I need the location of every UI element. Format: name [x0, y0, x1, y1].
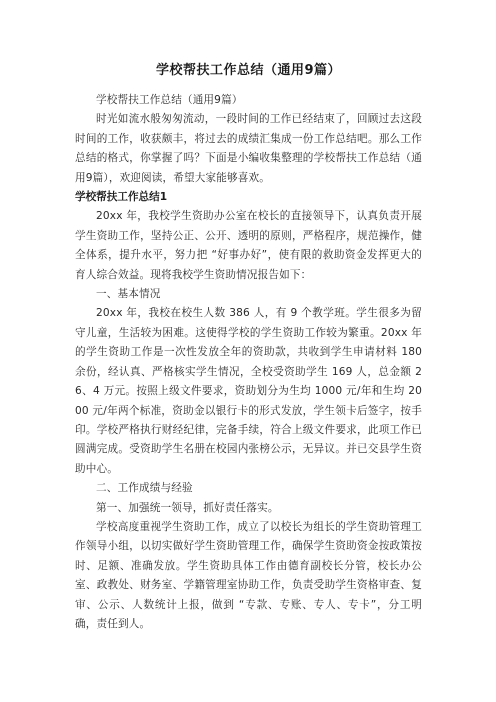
body-paragraph: 第一、加强统一领导，抓好责任落实。 — [96, 501, 279, 514]
document-title: 学校帮扶工作总结（通用9篇） — [155, 63, 342, 78]
body-paragraph: 20xx 年，我校学生资助办公室在校长的直接领导下，认真负责开展学生资助工作，坚持公正、公开、透明的原则，严格程序，规范操作，健全体系，提升水平，努力把 “好事办好”，使有限的救助资金发挥更大的育人综合效益。现将我校学生资助情况报告如下： — [75, 210, 422, 281]
body-paragraph: 二、工作成绩与经验 — [96, 482, 193, 495]
body-paragraph: 20xx 年，我校在校生人数 386 人，有 9 个教学班。学生很多为留守儿童，生活较为困难。这使得学校的学生资助工作较为繁重。20xx 年的学生资助工作是一次性发放全年的资助款，共收到学生申请材料 180 余份，经认真、严格核实学生情况，全校受资助学生 169 人，总金额 26、4 万元。按照上级文件要求，资助划分为生均 1000 元/年和生均 2000 元/年两个标准，资助金以银行卡的形式发放，学生领卡后签字，按手印。学校严格执行财经纪律，完备手续，符合上级文件要求，此项工作已圆满完成。受资助学生名册在校园内张榜公示，无异议。并已交县学生资助中心。 — [75, 307, 422, 475]
section-heading: 学校帮扶工作总结1 — [75, 191, 168, 204]
body-paragraph: 时光如流水般匆匆流动，一段时间的工作已经结束了，回顾过去这段时间的工作，收获颇丰，将过去的成绩汇集成一份工作总结吧。那么工作总结的格式，你掌握了吗？下面是小编收集整理的学校帮扶工作总结（通用9篇），欢迎阅读，希望大家能够喜欢。 — [75, 113, 422, 184]
document-body — [75, 91, 422, 634]
body-paragraph: 学校帮扶工作总结（通用9篇） — [96, 94, 243, 106]
body-paragraph: 学校高度重视学生资助工作，成立了以校长为组长的学生资助管理工作领导小组，以切实做好学生资助管理工作，确保学生资助资金按政策按时、足额、准确发放。学生资助具体工作由德育副校长分管，校长办公室、政教处、财务室、学籍管理室协助工作，负责受助学生资格审查、复审、公示、人数统计上报，做到 “专款、专账、专人、专卡”，分工明确，责任到人。 — [75, 520, 422, 630]
body-paragraph: 一、基本情况 — [96, 288, 161, 301]
